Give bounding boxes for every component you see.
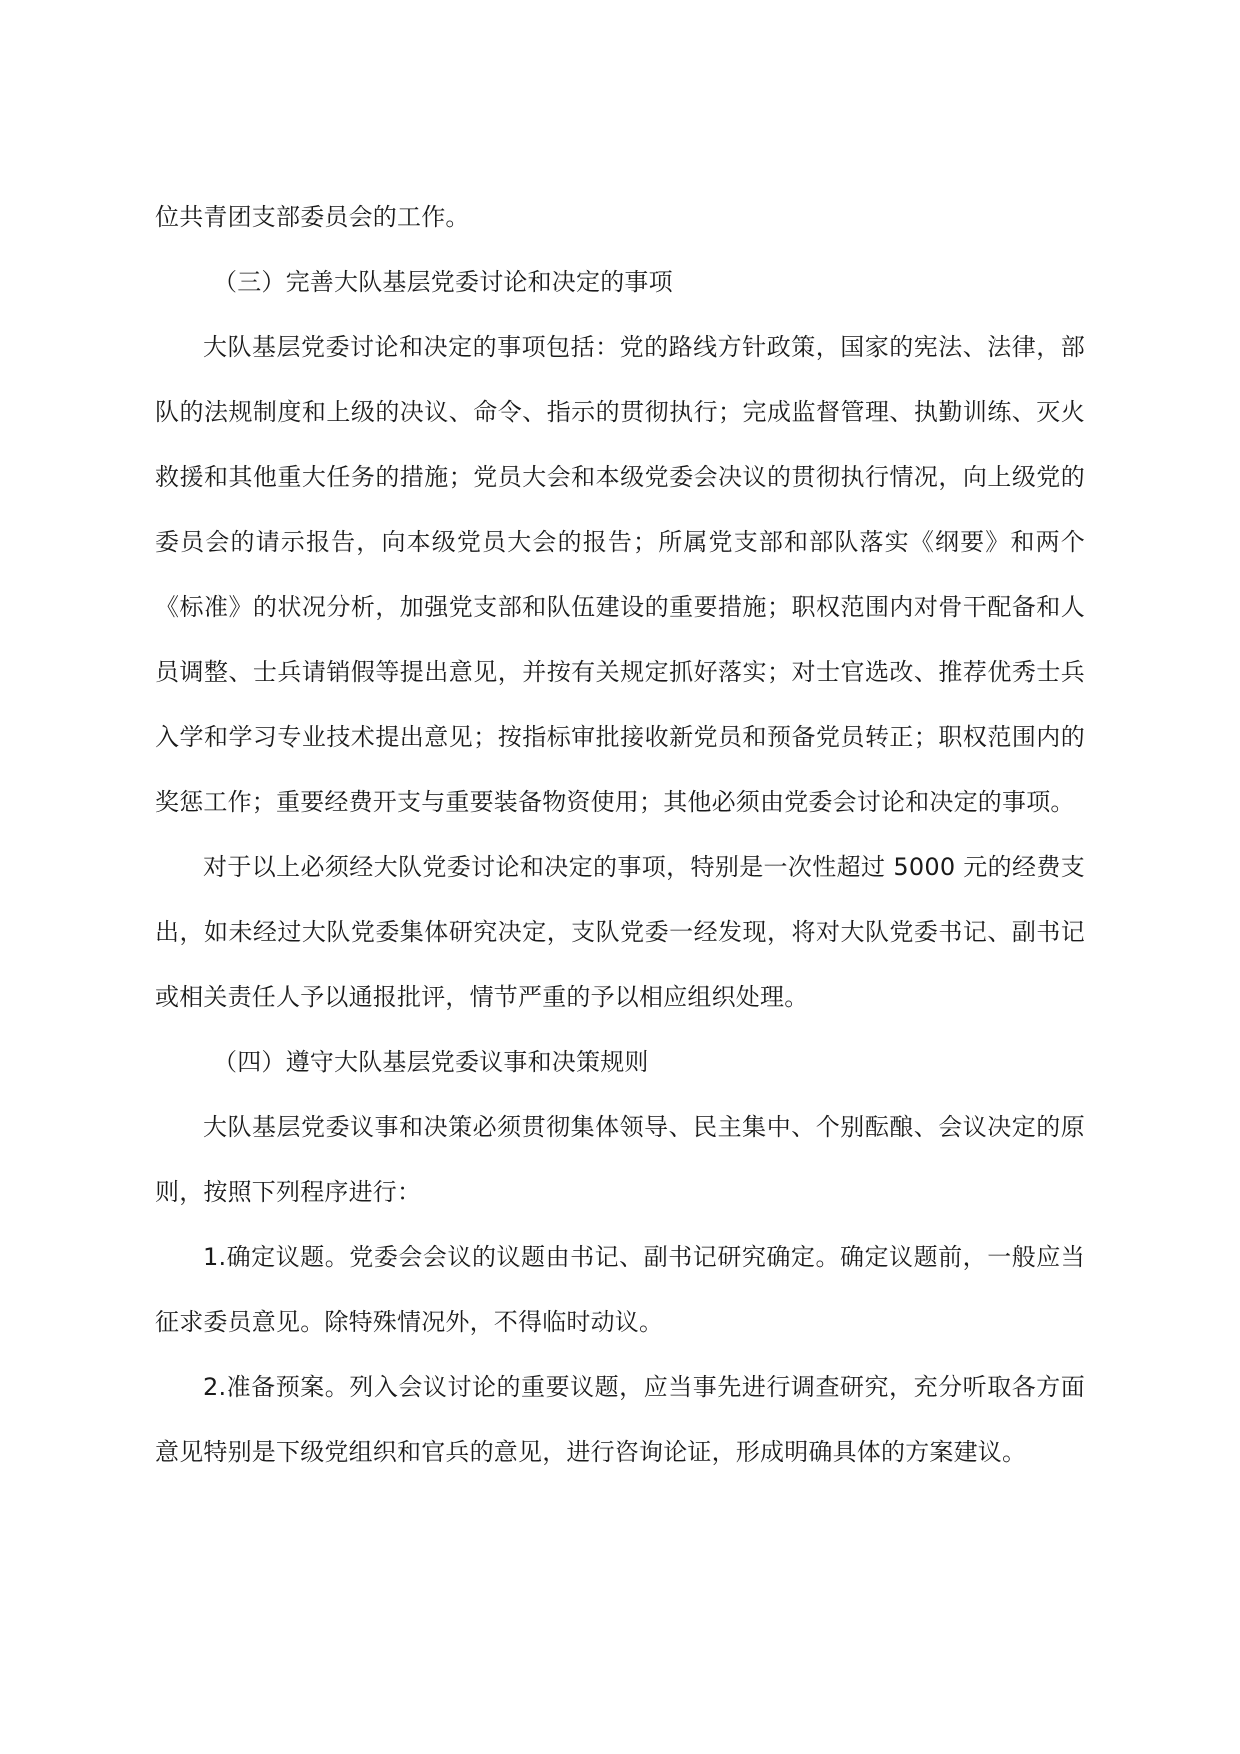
body-paragraph: 大队基层党委议事和决策必须贯彻集体领导、民主集中、个别酝酿、会议决定的原则，按照下列程序进行： — [155, 1113, 1085, 1206]
continuation-paragraph: 位共青团支部委员会的工作。 — [155, 203, 470, 231]
body-paragraph: 1.确定议题。党委会会议的议题由书记、副书记研究确定。确定议题前，一般应当征求委员意见。除特殊情况外，不得临时动议。 — [155, 1243, 1085, 1336]
document-body — [155, 185, 1085, 1485]
body-paragraph: 2.准备预案。列入会议讨论的重要议题，应当事先进行调查研究，充分听取各方面意见特别是下级党组织和官兵的意见，进行咨询论证，形成明确具体的方案建议。 — [155, 1373, 1085, 1466]
body-paragraph: 大队基层党委讨论和决定的事项包括：党的路线方针政策，国家的宪法、法律，部队的法规制度和上级的决议、命令、指示的贯彻执行；完成监督管理、执勤训练、灭火救援和其他重大任务的措施；党员大会和本级党委会决议的贯彻执行情况，向上级党的委员会的请示报告，向本级党员大会的报告；所属党支部和部队落实《纲要》和两个《标准》的状况分析，加强党支部和队伍建设的重要措施；职权范围内对骨干配备和人员调整、士兵请销假等提出意见，并按有关规定抓好落实；对士官选改、推荐优秀士兵入学和学习专业技术提出意见；按指标审批接收新党员和预备党员转正；职权范围内的奖惩工作；重要经费开支与重要装备物资使用；其他必须由党委会讨论和决定的事项。 — [155, 333, 1085, 816]
body-paragraph: 对于以上必须经大队党委讨论和决定的事项，特别是一次性超过 5000 元的经费支出，如未经过大队党委集体研究决定，支队党委一经发现，将对大队党委书记、副书记或相关责任人予以通报批评，情节严重的予以相应组织处理。 — [155, 853, 1085, 1011]
section-heading-4: （四）遵守大队基层党委议事和决策规则 — [213, 1048, 649, 1076]
section-heading-3: （三）完善大队基层党委讨论和决定的事项 — [213, 268, 673, 296]
